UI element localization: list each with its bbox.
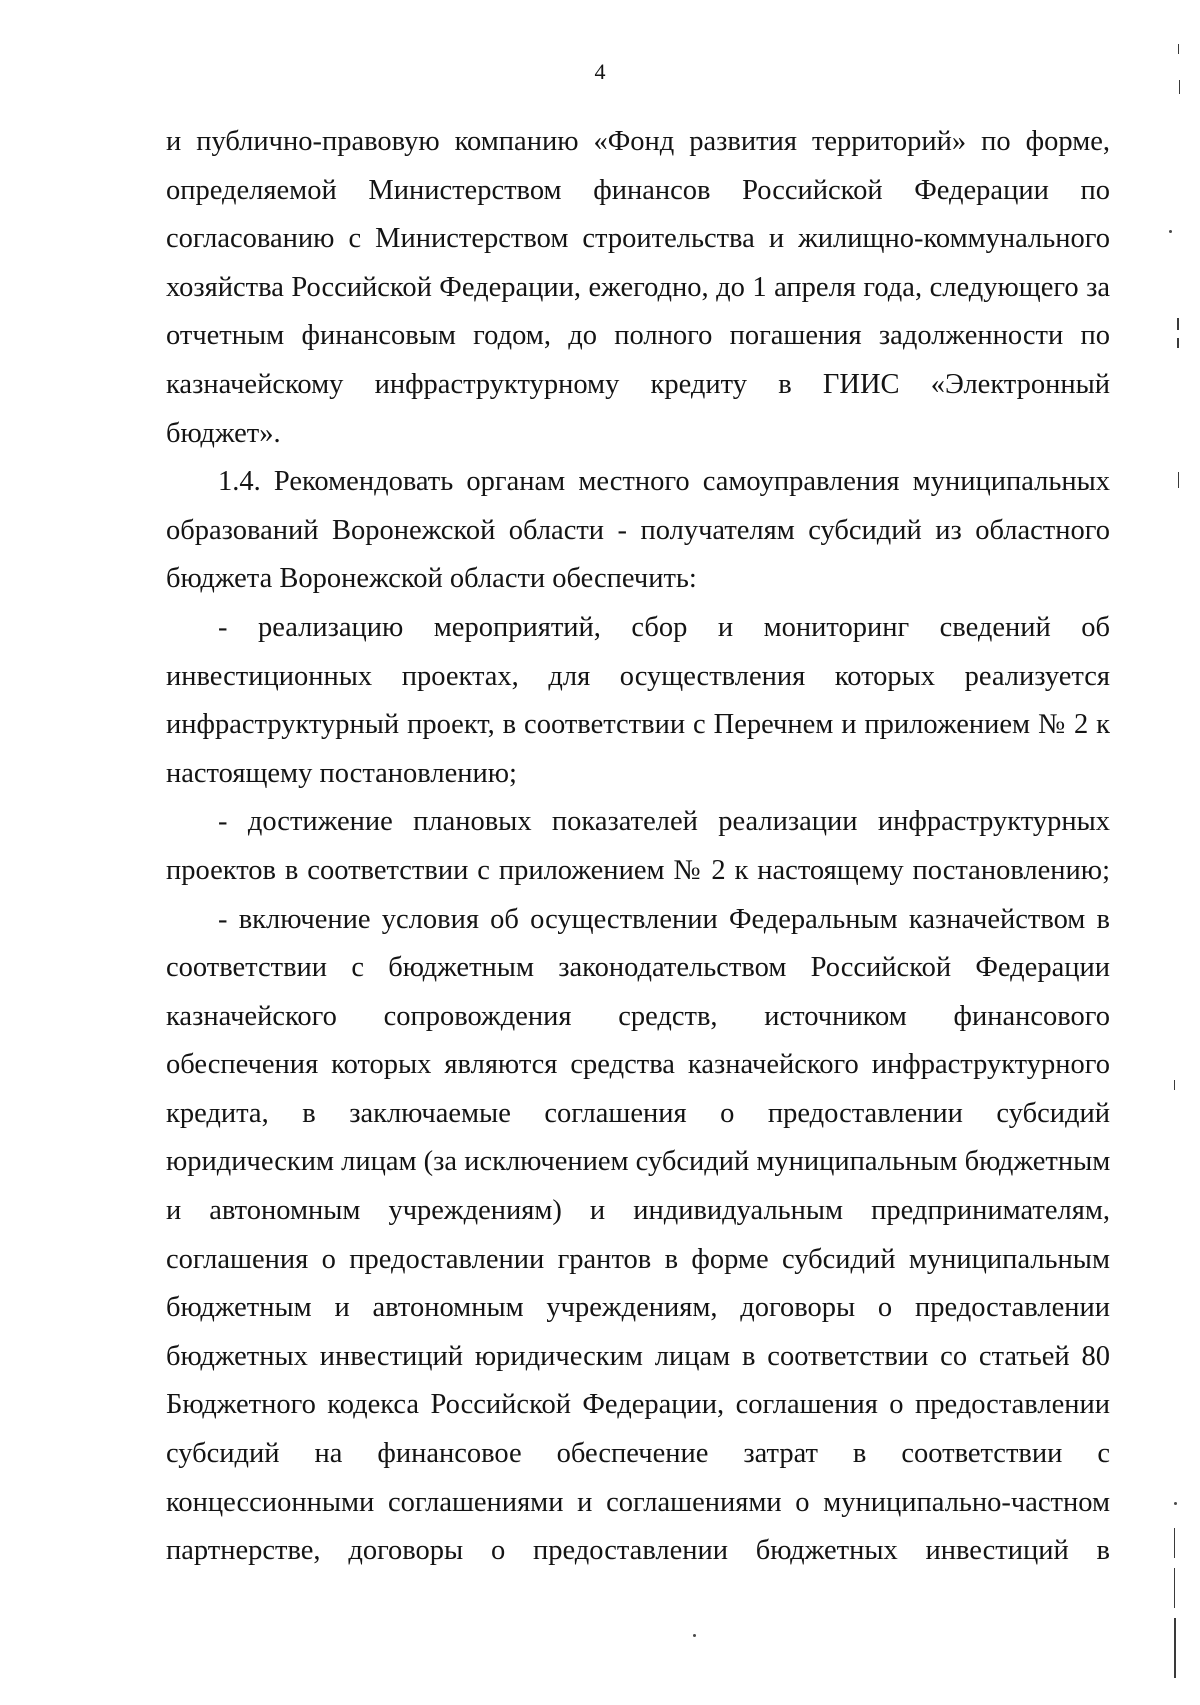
- text-line: хозяйства Российской Федерации, ежегодно, до 1 апреля года, следующего за: [166, 271, 1110, 303]
- text-line: отчетным финансовым годом, до полного погашения задолженности по: [166, 320, 1110, 352]
- text-line: концессионными соглашениями и соглашениями о муниципально-частном: [166, 1486, 1110, 1518]
- scan-mark: [1174, 1568, 1175, 1608]
- text-line: настоящему постановлению;: [166, 757, 517, 789]
- document-body: [166, 118, 1110, 1576]
- text-line: инфраструктурный проект, в соответствии с Перечнем и приложением № 2 к: [166, 709, 1110, 741]
- scan-mark: [1174, 1080, 1175, 1090]
- text-line: образований Воронежской области - получателям субсидий из областного: [166, 514, 1110, 546]
- scan-mark: [1179, 80, 1180, 94]
- text-line: субсидий на финансовое обеспечение затрат в соответствии с: [166, 1438, 1110, 1470]
- text-line: и публично-правовую компанию «Фонд развития территорий» по форме,: [166, 126, 1110, 157]
- text-line: казначейского сопровождения средств, источником финансового: [166, 1000, 1110, 1032]
- text-line: бюджет».: [166, 417, 281, 449]
- text-line: казначейскому инфраструктурному кредиту в ГИИС «Электронный: [166, 368, 1110, 400]
- text-line: бюджета Воронежской области обеспечить:: [166, 563, 697, 595]
- text-line: бюджетным и автономным учреждениям, договоры о предоставлении: [166, 1292, 1110, 1324]
- text-line: соглашения о предоставлении грантов в форме субсидий муниципальным: [166, 1243, 1110, 1275]
- list-item-first-line: - реализацию мероприятий, сбор и мониторинг сведений об: [218, 611, 1110, 643]
- scan-mark: [1177, 318, 1179, 330]
- scan-mark: [693, 1634, 696, 1637]
- text-line: партнерстве, договоры о предоставлении бюджетных инвестиций в: [166, 1535, 1110, 1567]
- text-line: и автономным учреждениям) и индивидуальным предпринимателям,: [166, 1195, 1110, 1227]
- text-line: инвестиционных проектах, для осуществления которых реализуется: [166, 660, 1110, 692]
- page-number: 4: [594, 59, 606, 84]
- text-line: проектов в соответствии с приложением № 2 к настоящему постановлению;: [166, 854, 1110, 886]
- text-line: согласованию с Министерством строительства и жилищно-коммунального: [166, 223, 1110, 255]
- text-line: кредита, в заключаемые соглашения о предоставлении субсидий: [166, 1097, 1110, 1129]
- text-line: определяемой Министерством финансов Российской Федерации по: [166, 174, 1110, 206]
- scan-mark: [1177, 338, 1179, 348]
- text-line: бюджетных инвестиций юридическим лицам в соответствии со статьей 80: [166, 1340, 1110, 1372]
- scan-mark: [1174, 1618, 1176, 1678]
- scan-mark: [1174, 1502, 1177, 1505]
- list-item-first-line: - достижение плановых показателей реализации инфраструктурных: [218, 806, 1110, 838]
- scan-mark: [1178, 44, 1179, 54]
- text-line: соответствии с бюджетным законодательством Российской Федерации: [166, 952, 1110, 984]
- text-line: Бюджетного кодекса Российской Федерации, соглашения о предоставлении: [166, 1389, 1110, 1421]
- list-item-first-line: - включение условия об осуществлении Федеральным казначейством в: [218, 903, 1110, 935]
- scan-mark: [1169, 230, 1172, 233]
- scan-mark: [1174, 1528, 1175, 1558]
- text-line: юридическим лицам (за исключением субсидий муниципальным бюджетным: [166, 1146, 1111, 1178]
- scan-mark: [1178, 472, 1179, 488]
- paragraph-1-4-first-line: 1.4. Рекомендовать органам местного самоуправления муниципальных: [218, 466, 1110, 498]
- text-line: обеспечения которых являются средства казначейского инфраструктурного: [166, 1049, 1110, 1081]
